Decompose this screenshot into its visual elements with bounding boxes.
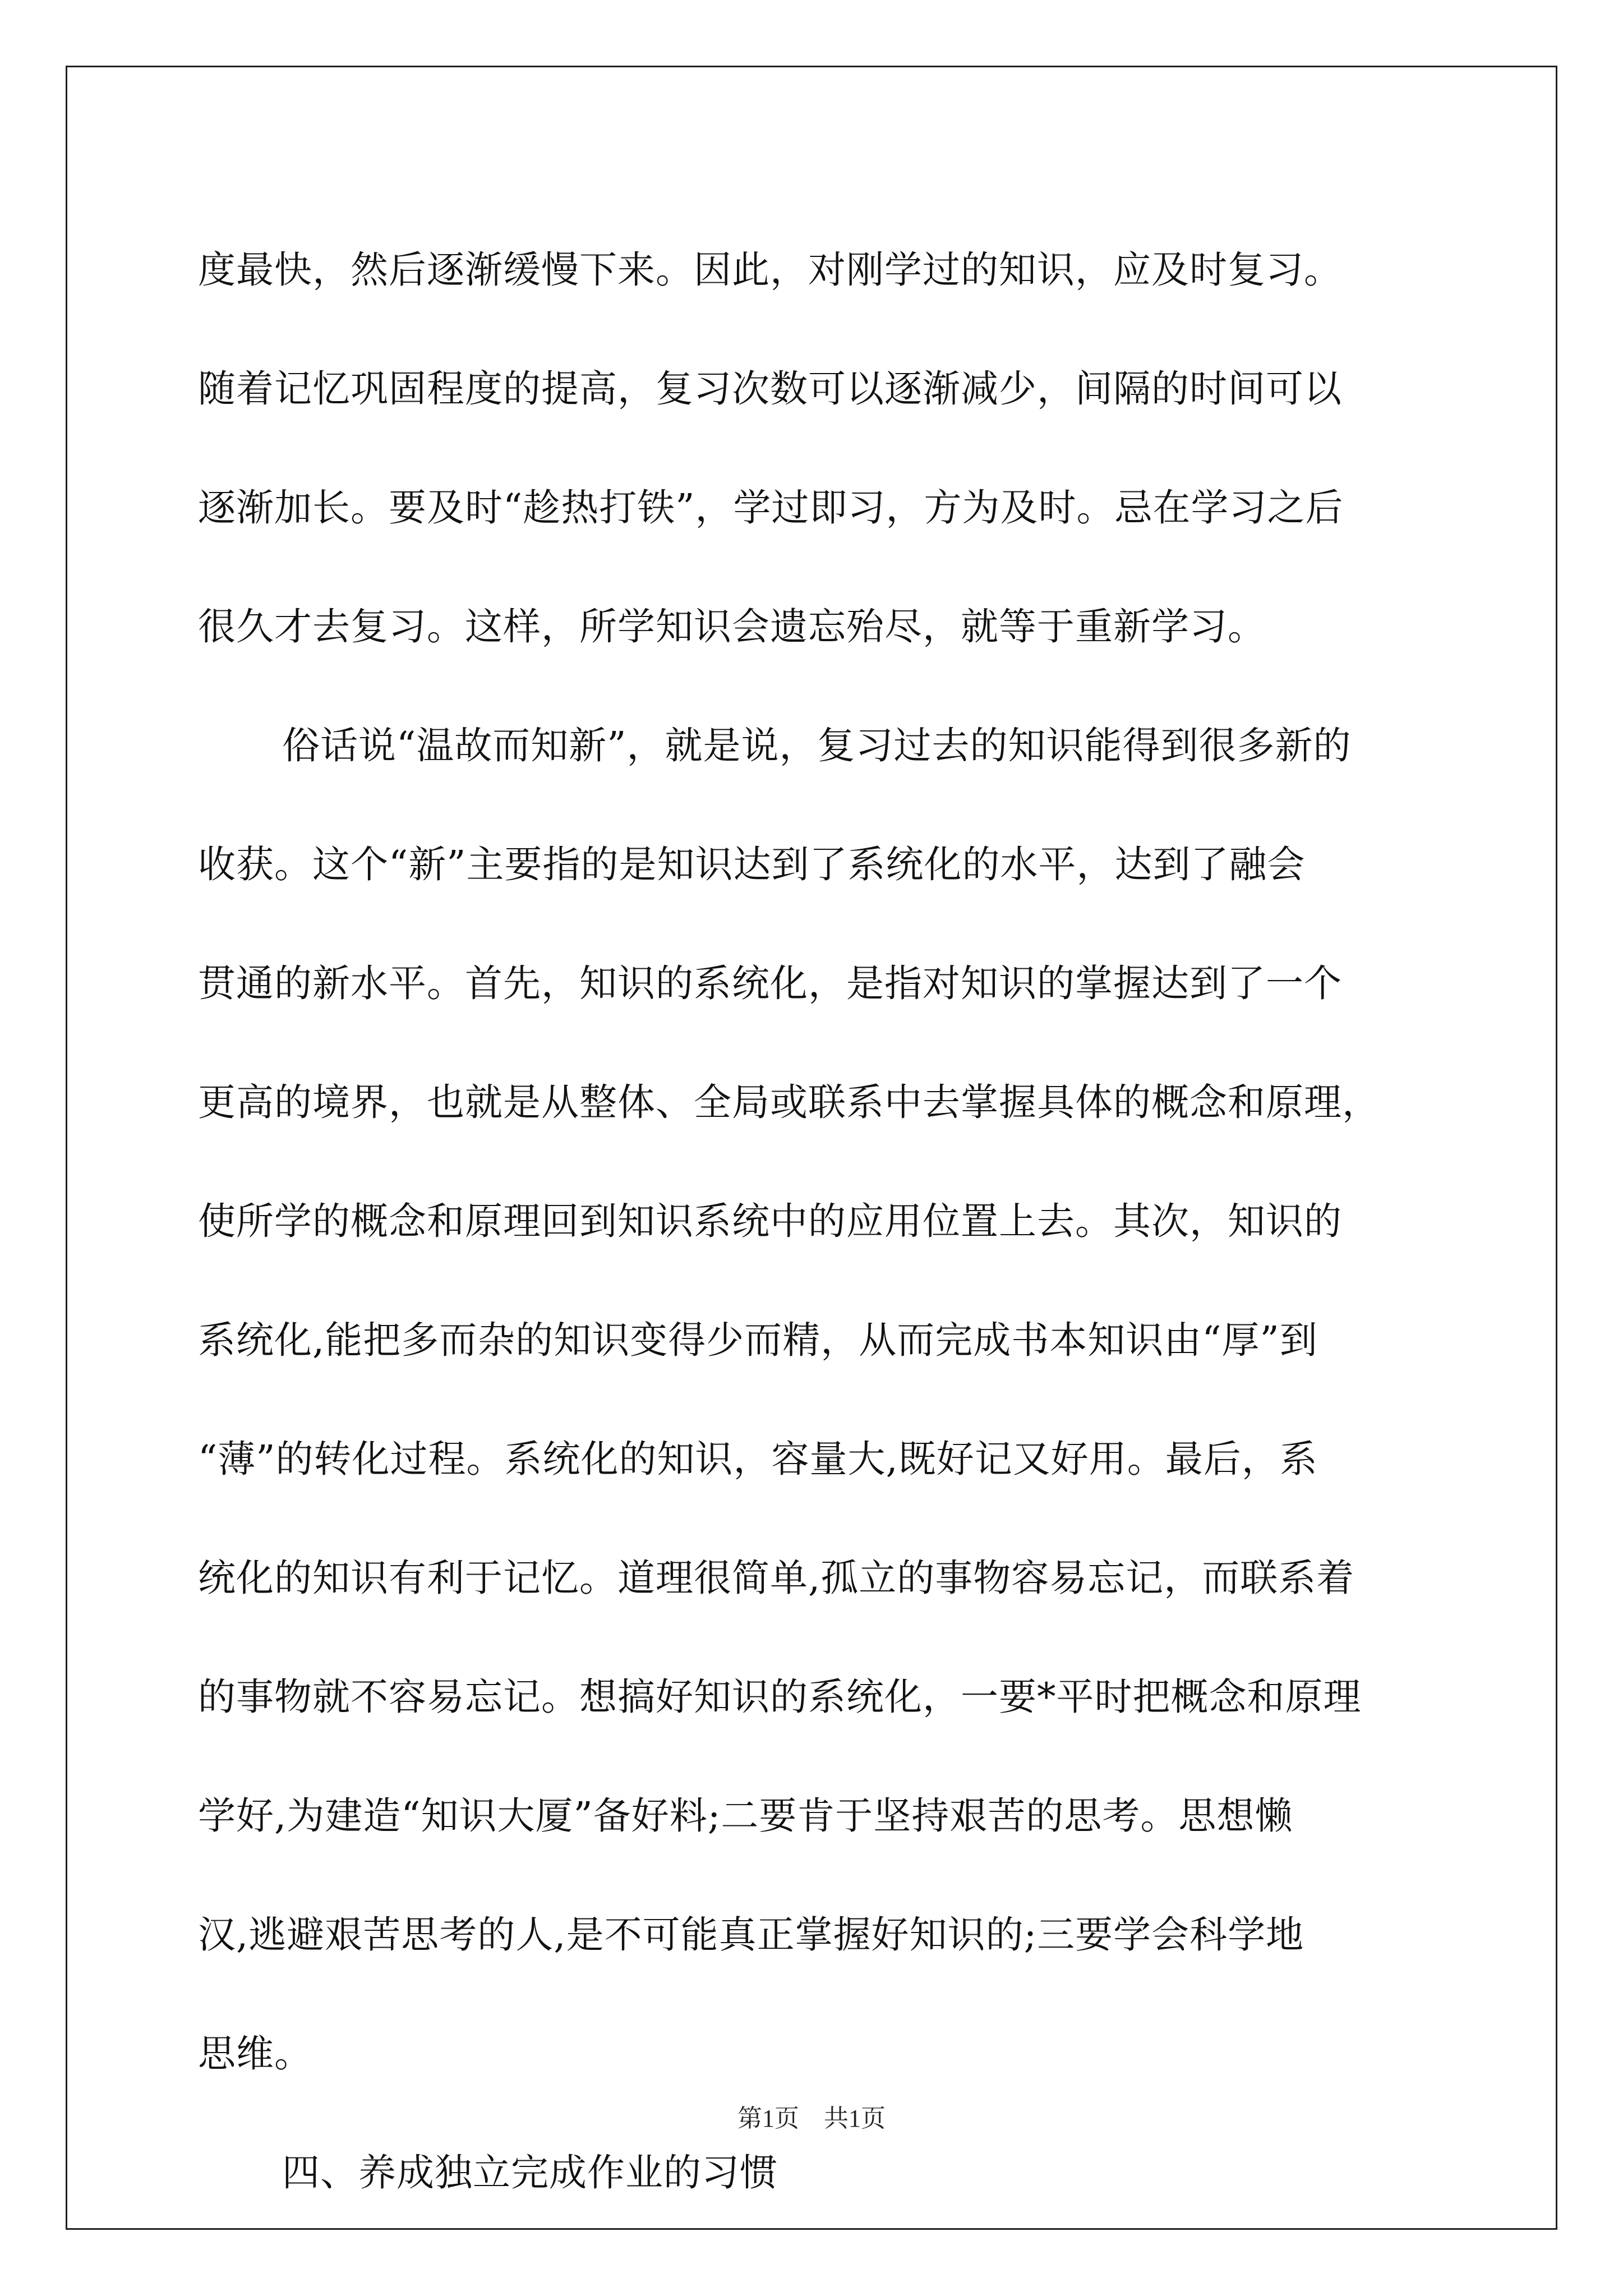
text-line: 的事物就不容易忘记。想搞好知识的系统化，一要*平时把概念和原理 — [198, 1675, 1362, 1719]
document-body — [198, 210, 1426, 2232]
text-line: 度最快，然后逐渐缓慢下来。因此，对刚学过的知识，应及时复习。 — [198, 248, 1342, 292]
text-line: 系统化,能把多而杂的知识变得少而精，从而完成书本知识由“厚”到 — [198, 1318, 1318, 1362]
text-line: 很久才去复习。这样，所学知识会遗忘殆尽，就等于重新学习。 — [198, 605, 1266, 648]
text-line: 随着记忆巩固程度的提高，复习次数可以逐渐减少，间隔的时间可以 — [198, 367, 1342, 411]
paragraph-first-line: 俗话说“温故而知新”，就是说，复习过去的知识能得到很多新的 — [282, 724, 1352, 767]
section-heading: 四、养成独立完成作业的习惯 — [282, 2151, 778, 2194]
text-line: 汉,逃避艰苦思考的人,是不可能真正掌握好知识的;三要学会科学地 — [198, 1913, 1304, 1957]
text-line: 学好,为建造“知识大厦”备好料;二要肯于坚持艰苦的思考。思想懒 — [198, 1794, 1293, 1838]
text-line: 思维。 — [198, 2032, 312, 2076]
text-line: 使所学的概念和原理回到知识系统中的应用位置上去。其次，知识的 — [198, 1199, 1342, 1243]
text-line: 统化的知识有利于记忆。道理很简单,孤立的事物容易忘记，而联系着 — [198, 1556, 1355, 1600]
page-footer: 第1页 共1页 — [737, 2105, 886, 2132]
text-line: 贯通的新水平。首先，知识的系统化，是指对知识的掌握达到了一个 — [198, 961, 1342, 1005]
text-line: 更高的境界，也就是从整体、全局或联系中去掌握具体的概念和原理， — [198, 1080, 1380, 1124]
text-line: 逐渐加长。要及时“趁热打铁”，学过即习，方为及时。忌在学习之后 — [198, 486, 1344, 530]
text-line: 收获。这个“新”主要指的是知识达到了系统化的水平，达到了融会 — [198, 843, 1306, 886]
text-line: “薄”的转化过程。系统化的知识，容量大,既好记又好用。最后，系 — [198, 1437, 1318, 1481]
